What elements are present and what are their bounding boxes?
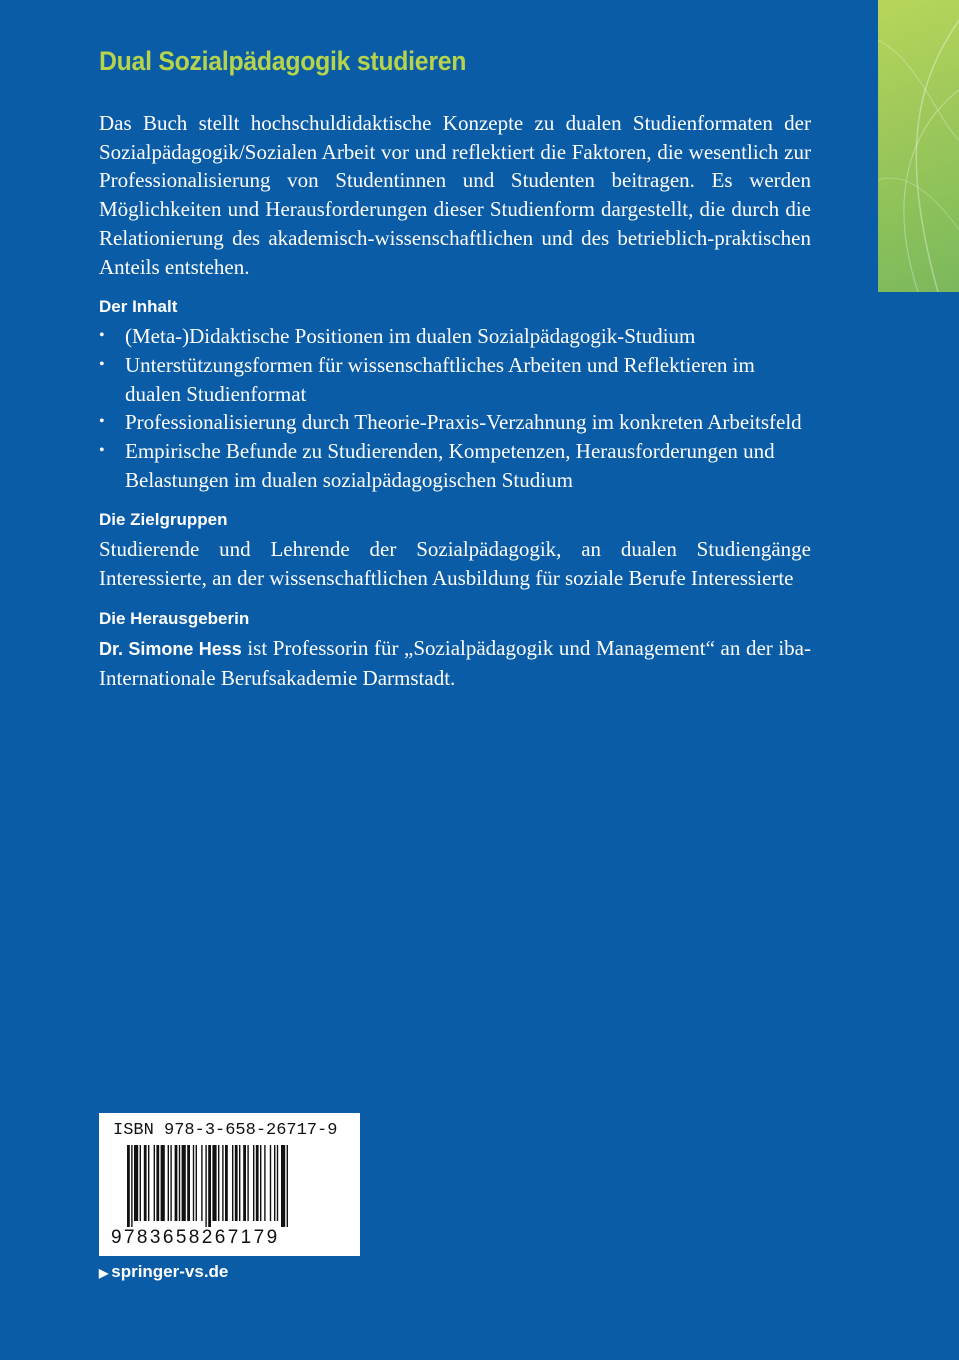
publisher-link[interactable] — [99, 1262, 228, 1282]
list-item: • Professionalisierung durch Theorie-Praxis-Verzahnung im konkreten Arbeitsfeld — [99, 408, 811, 437]
barcode-digits: 9783658267179 — [111, 1227, 280, 1248]
book-title: Dual Sozialpädagogik studieren — [99, 46, 467, 76]
isbn-label: ISBN 978-3-658-26717-9 — [113, 1121, 338, 1140]
list-item: • (Meta-)Didaktische Positionen im dualen Sozialpädagogik-Studium — [99, 322, 811, 351]
publisher-url: springer-vs.de — [111, 1262, 229, 1281]
editor-heading: Die Herausgeberin — [99, 608, 250, 628]
editor-paragraph — [99, 634, 811, 692]
intro-paragraph: Das Buch stellt hochschuldidaktische Konzepte zu dualen Studienformaten der Sozialpädagogik/Sozialen Arbeit vor und reflektiert die Faktoren, die wesentlich zur Professionalisierung von Studentinnen und Studenten beitragen. Es werden Möglichkeiten und Herausforderungen dieser Studienform dargestellt, die durch die Relationierung des akademisch-wissenschaftlichen und des betrieblich-praktischen Anteils entstehen. — [99, 111, 811, 279]
triangle-right-icon: ▶ — [99, 1266, 109, 1280]
contents-heading: Der Inhalt — [99, 297, 178, 317]
cover-accent-graphic — [878, 0, 959, 292]
editor-bio: ist Professorin für „Sozialpädagogik und Management“ an der iba-Internationale Berufsakademie Darmstadt. — [99, 635, 811, 690]
list-item: • Unterstützungsformen für wissenschaftliches Arbeiten und Reflektieren im dualen Studienformat — [99, 351, 811, 408]
audience-heading: Die Zielgruppen — [99, 510, 228, 530]
contents-list — [99, 322, 811, 494]
list-item: • Empirische Befunde zu Studierenden, Kompetenzen, Herausforderungen und Belastungen im dualen sozialpädagogischen Studium — [99, 437, 811, 494]
isbn-barcode — [99, 1113, 360, 1256]
editor-name: Dr. Simone Hess — [99, 638, 242, 659]
barcode-bars-icon — [127, 1145, 332, 1227]
swirl-decoration-icon — [878, 0, 959, 292]
back-cover-text — [99, 46, 811, 692]
audience-paragraph: Studierende und Lehrende der Sozialpädagogik, an dualen Studiengänge Interessierte, an der wissenschaftlichen Ausbildung für soziale Berufe Interessierte — [99, 537, 811, 591]
